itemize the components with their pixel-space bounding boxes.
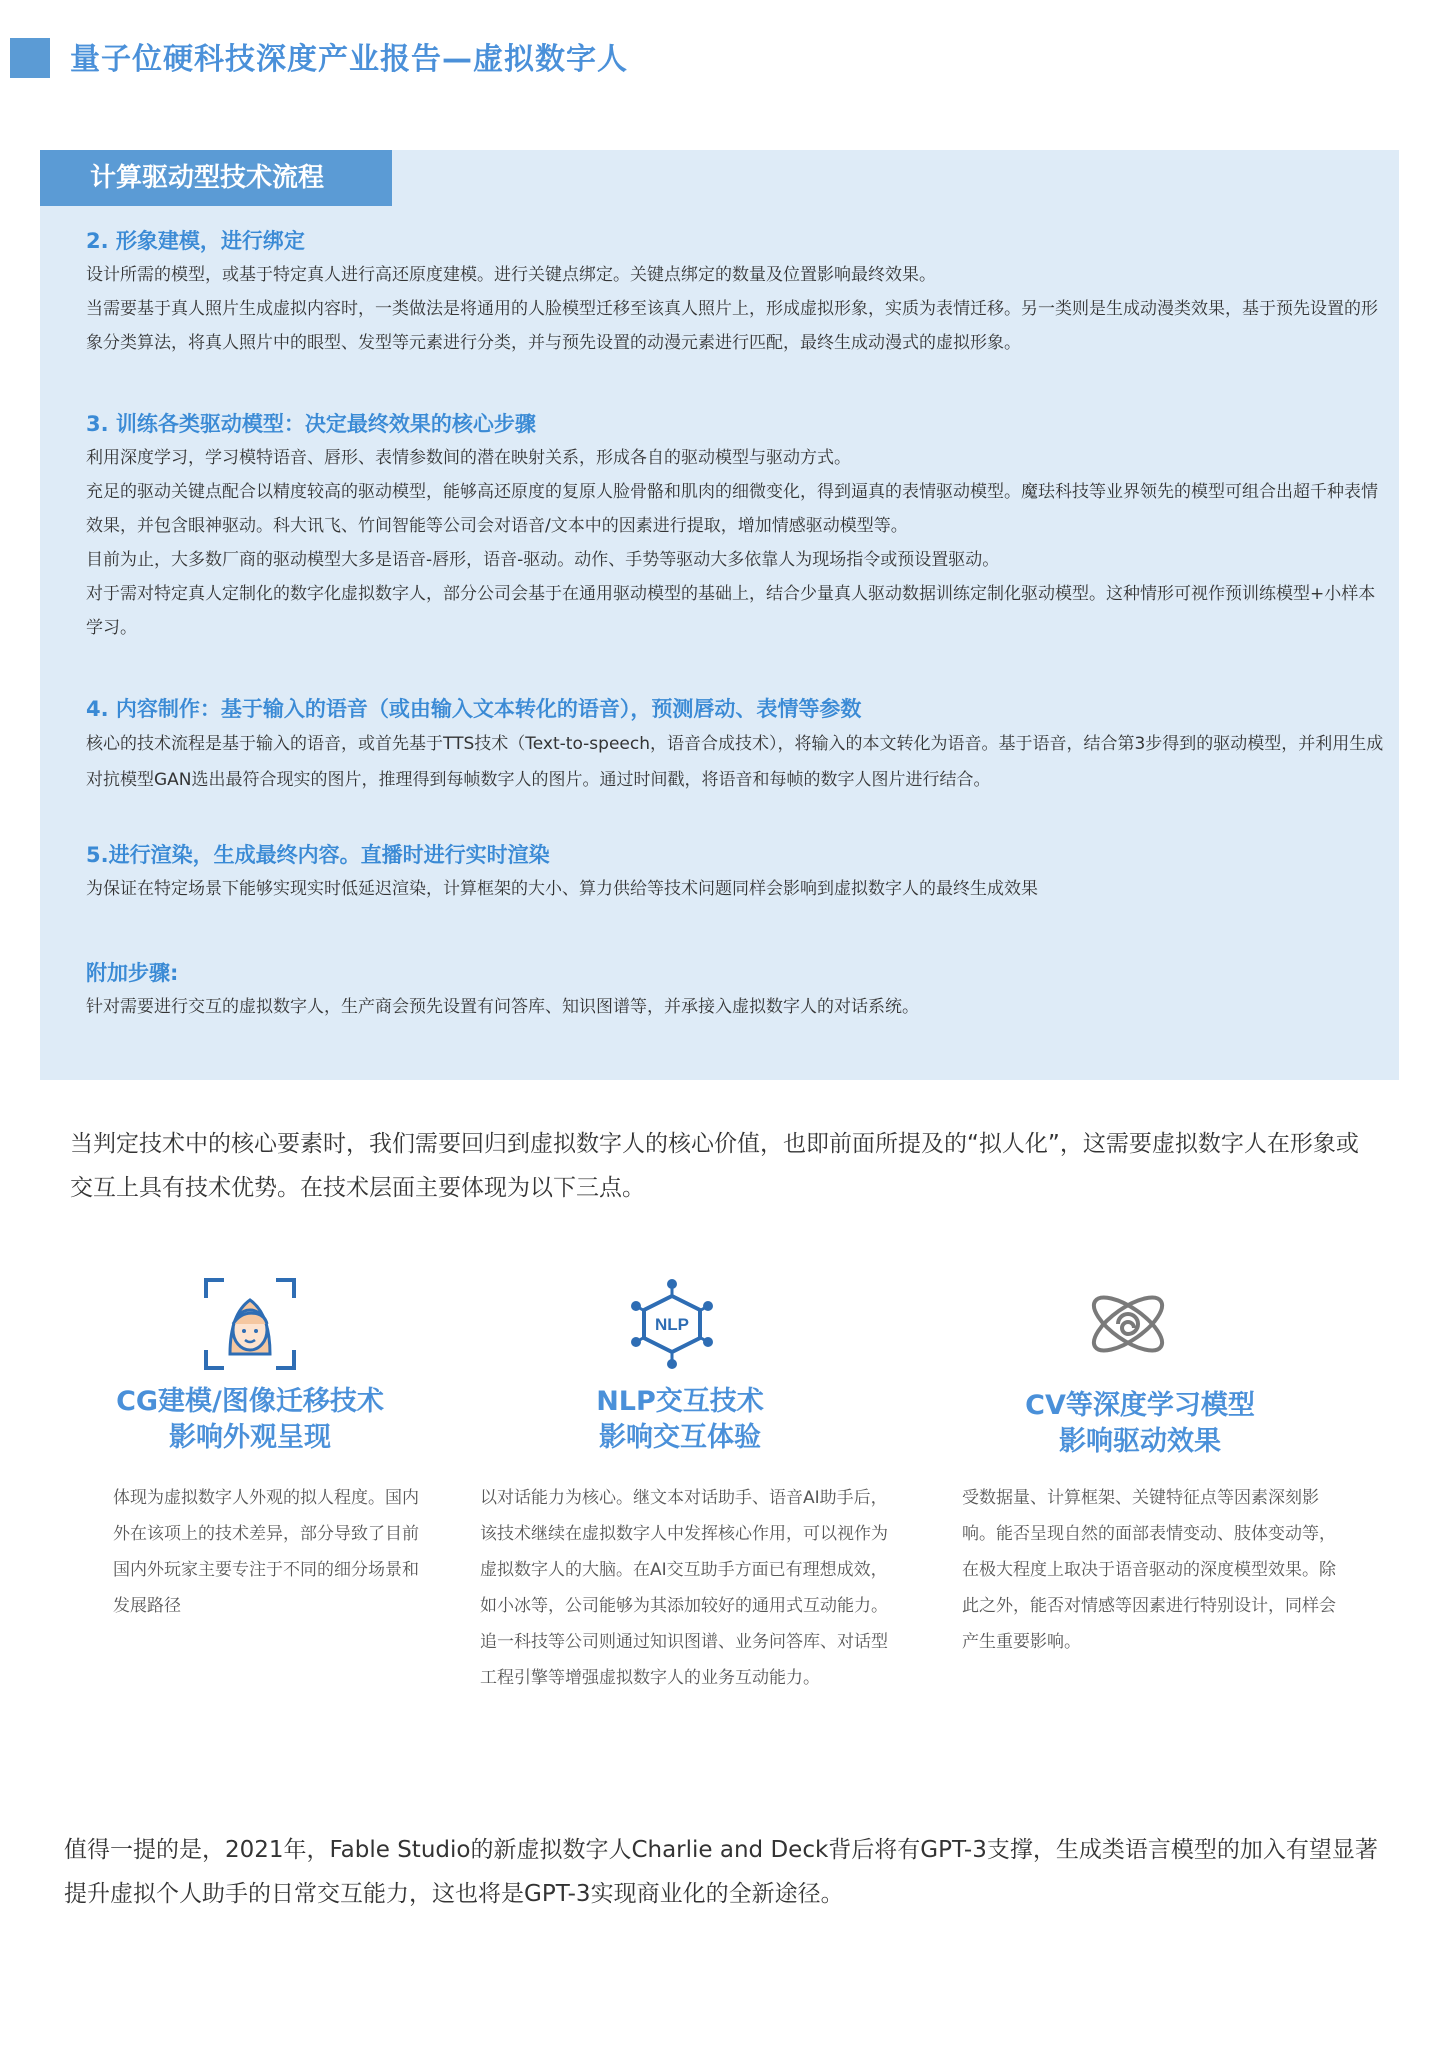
feature-title-line: CV等深度学习模型 <box>1025 1390 1255 1421</box>
feature-title-line: NLP交互技术 <box>596 1386 764 1417</box>
page-header <box>0 0 1429 110</box>
page-title: 量子位硬科技深度产业报告—虚拟数字人 <box>70 42 628 77</box>
closing-paragraph: 值得一提的是，2021年，Fable Studio的新虚拟数字人Charlie and Deck背后将有GPT-3支撑，生成类语言模型的加入有望显著提升虚拟个人助手的日常交互能力，这也将是GPT-3实现商业化的全新途径。 <box>64 1837 1378 1907</box>
feature-text-cv: 受数据量、计算框架、关键特征点等因素深刻影响。能否呈现自然的面部表情变动、肢体变动等，在极大程度上取决于语音驱动的深度模型效果。除此之外，能否对情感等因素进行特别设计，同样会产生重要影响。 <box>962 1488 1336 1652</box>
section-paragraph: 对于需对特定真人定制化的数字化虚拟数字人，部分公司会基于在通用驱动模型的基础上，结合少量真人驱动数据训练定制化驱动模型。这种情形可视作预训练模型+小样本学习。 <box>86 584 1376 638</box>
section-extra <box>86 958 1386 1024</box>
feature-title-line: CG建模/图像迁移技术 <box>116 1386 384 1417</box>
nlp-icon-label: NLP <box>655 1315 689 1334</box>
section-title: 2. 形象建模，进行绑定 <box>86 229 305 253</box>
nlp-network-icon <box>624 1276 720 1372</box>
section-title: 3. 训练各类驱动模型：决定最终效果的核心步骤 <box>86 412 536 436</box>
feature-title-cg <box>100 1384 400 1456</box>
section-paragraph: 充足的驱动关键点配合以精度较高的驱动模型，能够高还原度的复原人脸骨骼和肌肉的细微变化，得到逼真的表情驱动模型。魔珐科技等业界领先的模型可组合出超千种表情效果，并包含眼神驱动。科大讯飞、竹间智能等公司会对语音/文本中的因素进行提取，增加情感驱动模型等。 <box>86 482 1378 536</box>
feature-title-cv <box>975 1388 1305 1460</box>
section-training <box>86 409 1386 645</box>
section-paragraph: 设计所需的模型，或基于特定真人进行高还原度建模。进行关键点绑定。关键点绑定的数量及位置影响最终效果。 <box>86 265 936 285</box>
feature-title-line: 影响驱动效果 <box>1059 1426 1221 1457</box>
feature-text-cg: 体现为虚拟数字人外观的拟人程度。国内外在该项上的技术差异，部分导致了目前国内外玩家主要专注于不同的细分场景和发展路径 <box>113 1488 419 1616</box>
header-accent-block <box>10 38 50 78</box>
feature-title-nlp <box>530 1384 830 1456</box>
section-paragraph: 为保证在特定场景下能够实现实时低延迟渲染，计算框架的大小、算力供给等技术问题同样会影响到虚拟数字人的最终生成效果 <box>86 879 1038 899</box>
section-title: 附加步骤: <box>86 961 179 985</box>
section-paragraph: 当需要基于真人照片生成虚拟内容时，一类做法是将通用的人脸模型迁移至该真人照片上，形成虚拟形象，实质为表情迁移。另一类则是生成动漫类效果，基于预先设置的形象分类算法，将真人照片中的眼型、发型等元素进行分类，并与预先设置的动漫元素进行匹配，最终生成动漫式的虚拟形象。 <box>86 299 1378 353</box>
section-title: 4. 内容制作：基于输入的语音（或由输入文本转化的语音），预测唇动、表情等参数 <box>86 697 862 721</box>
section-paragraph: 目前为止，大多数厂商的驱动模型大多是语音-唇形，语音-驱动。动作、手势等驱动大多依靠人为现场指令或预设置驱动。 <box>86 550 1000 570</box>
intro-paragraph: 当判定技术中的核心要素时，我们需要回归到虚拟数字人的核心价值，也即前面所提及的“拟人化”，这需要虚拟数字人在形象或交互上具有技术优势。在技术层面主要体现为以下三点。 <box>70 1131 1359 1201</box>
section-title: 5.进行渲染，生成最终内容。直播时进行实时渲染 <box>86 843 550 867</box>
panel-tab-label: 计算驱动型技术流程 <box>90 163 325 193</box>
face-scan-icon <box>202 1276 298 1372</box>
feature-title-line: 影响外观呈现 <box>169 1422 331 1453</box>
panel-tab <box>40 150 392 206</box>
section-content <box>86 694 1386 798</box>
feature-text-nlp: 以对话能力为核心。继文本对话助手、语音AI助手后，该技术继续在虚拟数字人中发挥核心作用，可以视作为虚拟数字人的大脑。在AI交互助手方面已有理想成效，如小冰等，公司能够为其添加较好的通用式互动能力。追一科技等公司则通过知识图谱、业务问答库、对话型工程引擎等增强虚拟数字人的业务互动能力。 <box>480 1488 888 1688</box>
section-paragraph: 核心的技术流程是基于输入的语音，或首先基于TTS技术（Text-to-speech，语音合成技术），将输入的本文转化为语音。基于语音，结合第3步得到的驱动模型，并利用生成对抗模型GAN选出最符合现实的图片，推理得到每帧数字人的图片。通过时间戳，将语音和每帧的数字人图片进行结合。 <box>86 734 1384 790</box>
orbit-icon <box>1080 1276 1176 1372</box>
section-paragraph: 针对需要进行交互的虚拟数字人，生产商会预先设置有问答库、知识图谱等，并承接入虚拟数字人的对话系统。 <box>86 997 919 1017</box>
feature-title-line: 影响交互体验 <box>599 1422 761 1453</box>
section-modeling <box>86 226 1386 360</box>
section-rendering <box>86 840 1386 906</box>
section-paragraph: 利用深度学习，学习模特语音、唇形、表情参数间的潜在映射关系，形成各自的驱动模型与驱动方式。 <box>86 448 851 468</box>
